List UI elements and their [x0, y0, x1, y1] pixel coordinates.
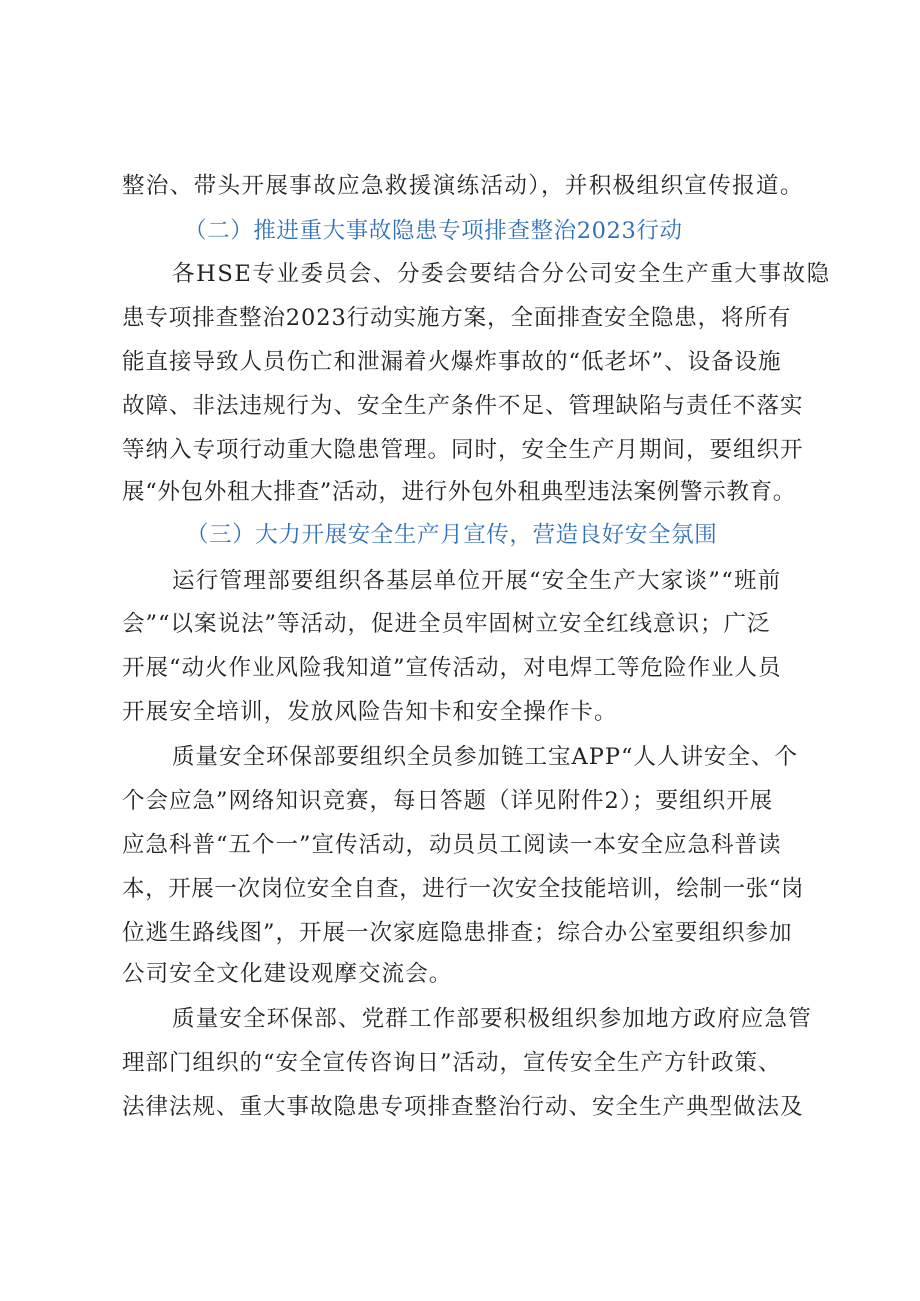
- text-line: 位逃生路线图”，开展一次家庭隐患排查；综合办公室要组织参加: [122, 920, 793, 946]
- text-line: 理部门组织的“安全宣传咨询日”活动，宣传安全生产方针政策、: [122, 1050, 782, 1076]
- text-line: 法律法规、重大事故隐患专项排查整治行动、安全生产典型做法及: [122, 1094, 804, 1120]
- text-line: 能直接导致人员伤亡和泄漏着火爆炸事故的“低老坏”、设备设施: [122, 349, 782, 375]
- text-line: 展“外包外租大排查”活动，进行外包外租典型违法案例警示教育。: [122, 479, 797, 505]
- text-line: 患专项排查整治2023行动实施方案，全面排查安全隐患，将所有: [122, 305, 792, 331]
- text-line: 本，开展一次岗位安全自查，进行一次安全技能培训，绘制一张“岗: [122, 876, 805, 902]
- paragraph-first-line: 运行管理部要组织各基层单位开展“安全生产大家谈”“班前: [172, 568, 782, 594]
- paragraph-first-line: 质量安全环保部要组织全员参加链工宝APP“人人讲安全、个: [172, 744, 799, 770]
- text-line: 会”“以案说法”等活动，促进全员牢固树立安全红线意识；广泛: [122, 611, 771, 637]
- section-heading-3: （三）大力开展安全生产月宣传，营造良好安全氛围: [186, 522, 718, 548]
- section-heading-2: （二）推进重大事故隐患专项排查整治2023行动: [184, 218, 683, 244]
- paragraph-first-line: 各HSE专业委员会、分委会要结合分公司安全生产重大事故隐: [172, 261, 831, 287]
- paragraph-first-line: 质量安全环保部、党群工作部要积极组织参加地方政府应急管: [172, 1006, 812, 1032]
- text-line: 开展安全培训，发放风险告知卡和安全操作卡。: [122, 699, 618, 725]
- text-line: 应急科普“五个一”宣传活动，动员员工阅读一本安全应急科普读: [122, 832, 782, 858]
- text-line: 故障、非法违规行为、安全生产条件不足、管理缺陷与责任不落实: [122, 393, 804, 419]
- text-line: 整治、带头开展事故应急救援演练活动），并积极组织宣传报道。: [122, 173, 804, 199]
- text-line: 等纳入专项行动重大隐患管理。同时，安全生产月期间，要组织开: [122, 437, 804, 463]
- text-line: 个会应急”网络知识竞赛，每日答题（详见附件2）；要组织开展: [122, 788, 774, 814]
- text-line: 公司安全文化建设观摩交流会。: [122, 961, 453, 987]
- text-line: 开展“动火作业风险我知道”宣传活动，对电焊工等危险作业人员: [122, 655, 782, 681]
